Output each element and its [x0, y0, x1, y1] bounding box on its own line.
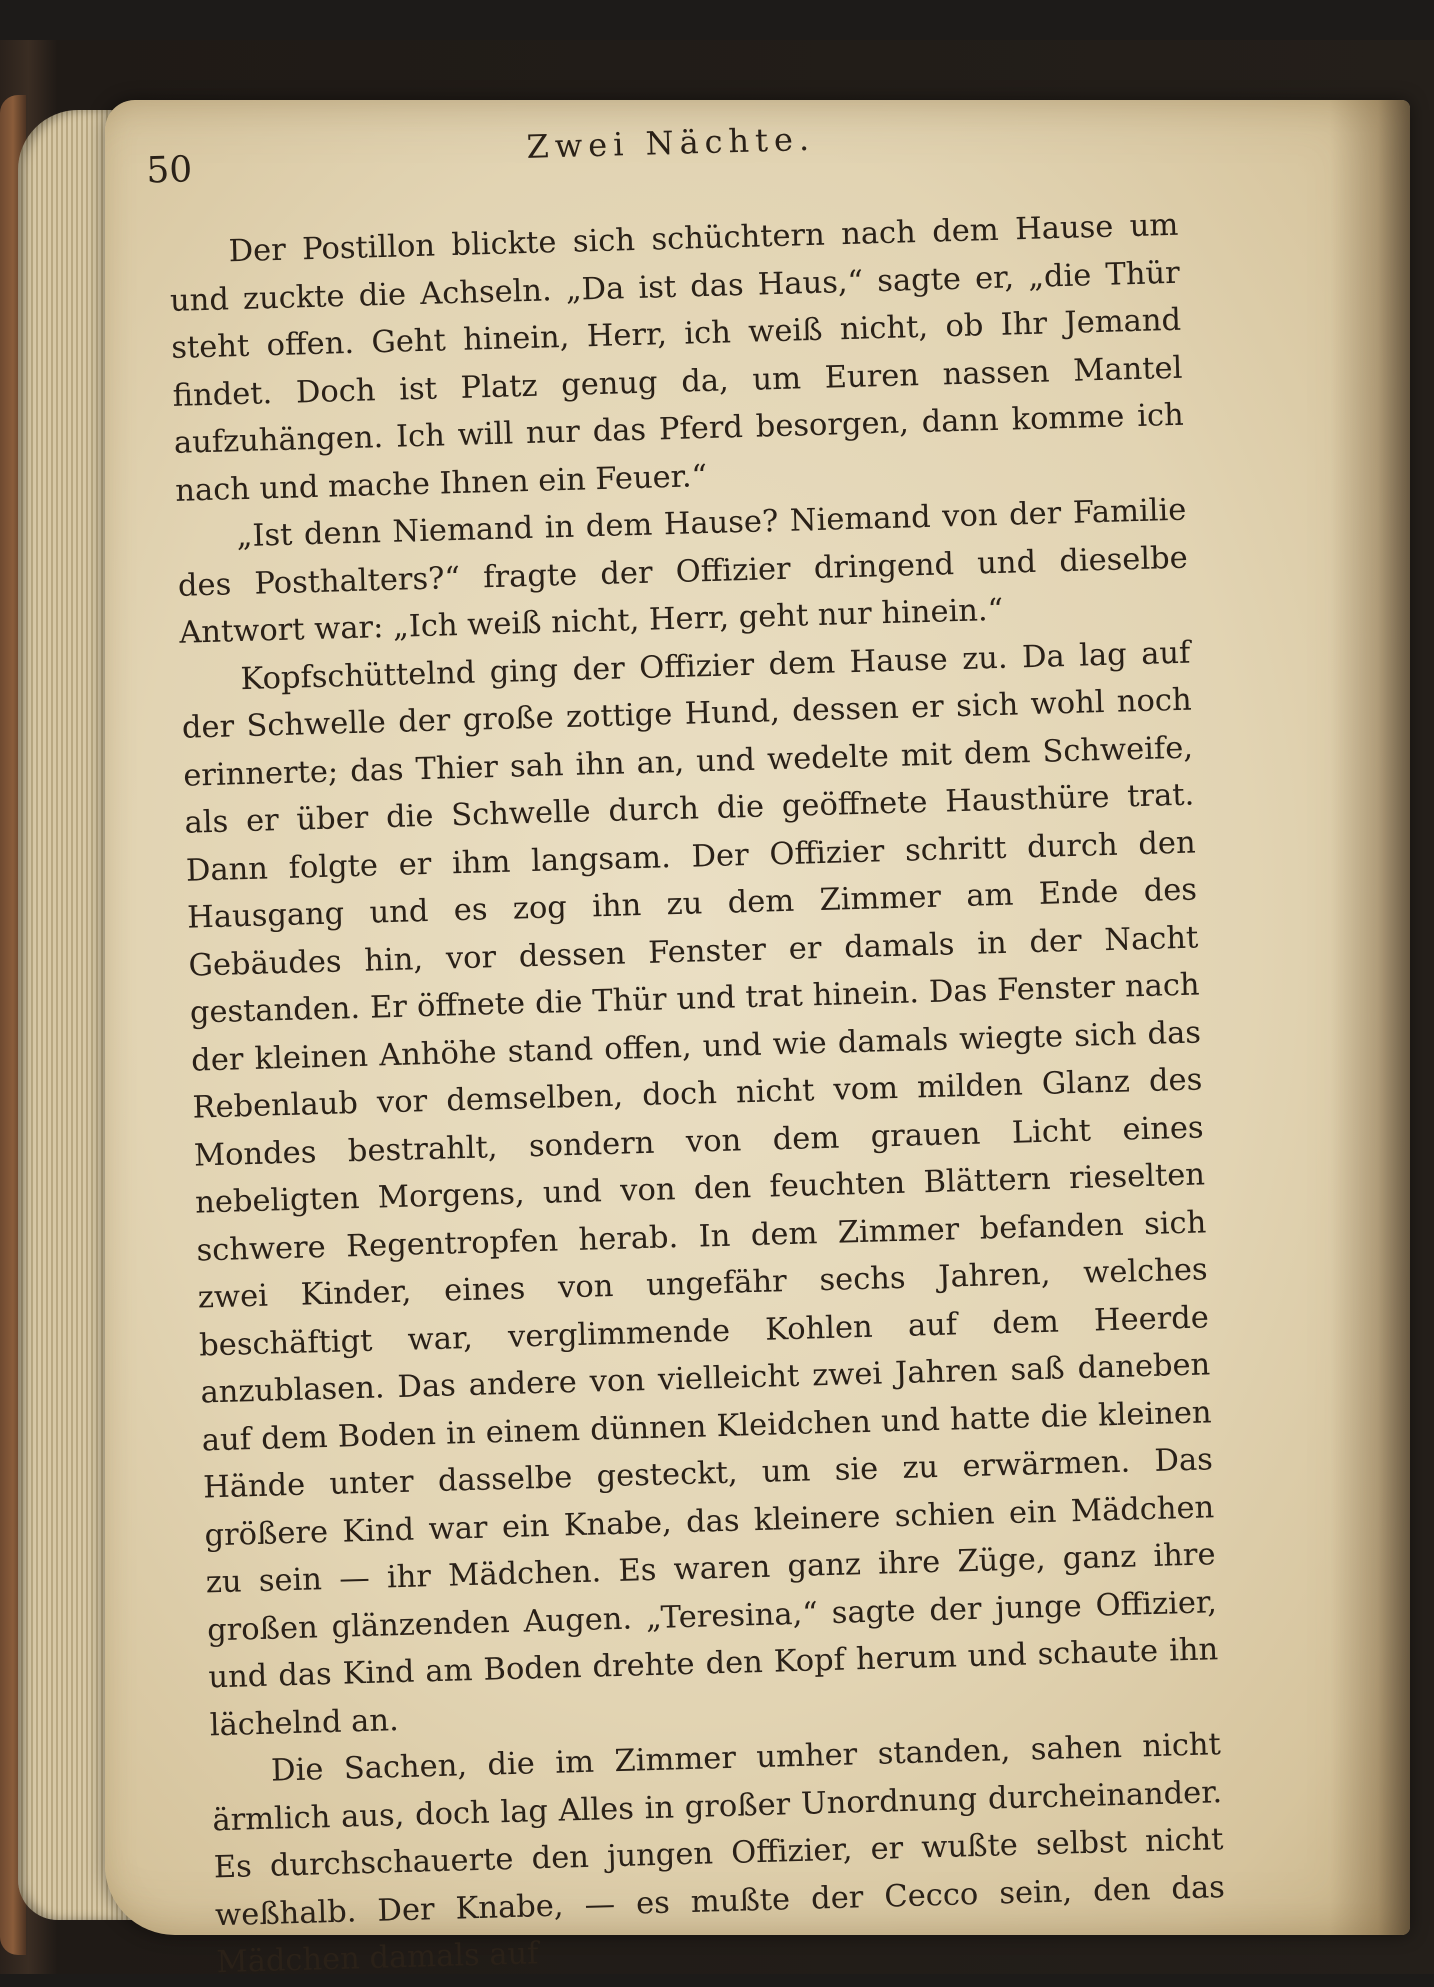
running-title: Zwei Nächte. [526, 119, 816, 166]
page-text-block [145, 92, 1227, 1987]
paragraph-4: Die Sachen, die im Zimmer umher standen, sahen nicht ärmlich aus, doch lag Alles in großer Unordnung durcheinander. Es durchschauerte den jungen Offizier, er wußte selbst nicht weßhalb. Der Knabe, — es mußte der Cecco sein, den das Mädchen damals auf [212, 1727, 1226, 1981]
paragraph-1: Der Postillon blickte sich schüchtern nach dem Hause um und zuckte die Achseln. „Da ist das Haus,“ sagte er, „die Thür steht offen. Geht hinein, Herr, ich weiß nicht, ob Ihr Jemand findet. Doch ist Platz genug da, um Euren nassen Mantel aufzuhängen. Ich will nur das Pferd besorgen, dann komme ich nach und mache Ihnen ein Feuer.“ [169, 207, 1185, 509]
paragraph-3: Kopfschüttelnd ging der Offizier dem Hause zu. Da lag auf der Schwelle der große zottige Hund, dessen er sich wohl noch erinnerte; das Thier sah ihn an, und wedelte mit dem Schweife, als er über die Schwelle durch die geöffnete Hausthüre trat. Dann folgte er ihm langsam. Der Offizier schritt durch den Hausgang und es zog ihn zu dem Zimmer am Ende des Gebäudes hin, vor dessen Fenster er damals in der Nacht gestanden. Er öffnete die Thür und trat hinein. Das Fenster nach der kleinen Anhöhe stand offen, und wie damals wiegte sich das Rebenlaub vor demselben, doch nicht vom milden Glanz des Mondes bestrahlt, sondern von dem grauen Licht eines nebeligten Morgens, und von den feuchten Blättern rieselten schwere Regentropfen herab. In dem Zimmer befanden sich zwei Kinder, eines von ungefähr sechs Jahren, welches beschäftigt war, verglimmende Kohlen auf dem Heerde anzublasen. Das andere von vielleicht zwei Jahren saß daneben auf dem Boden in einem dünnen Kleidchen und hatte die kleinen Hände unter dasselbe gesteckt, um sie zu erwärmen. Das größere Kind war ein Knabe, das kleinere schien ein Mädchen zu sein — ihr Mädchen. Es waren ganz ihre Züge, ganz ihre großen glänzenden Augen. „Teresina,“ sagte der junge Offizier, und das Kind am Boden drehte den Kopf herum und schaute ihn lächelnd an. [181, 635, 1219, 1743]
body-text [168, 202, 1227, 1987]
paragraph-2: „Ist denn Niemand in dem Hause? Niemand von der Familie des Posthalters?“ fragte der Offizier dringend und dieselbe Antwort war: „Ich weiß nicht, Herr, geht nur hinein.“ [177, 492, 1189, 651]
page-number: 50 [145, 149, 193, 192]
page-gutter-shadow [1330, 100, 1410, 1935]
